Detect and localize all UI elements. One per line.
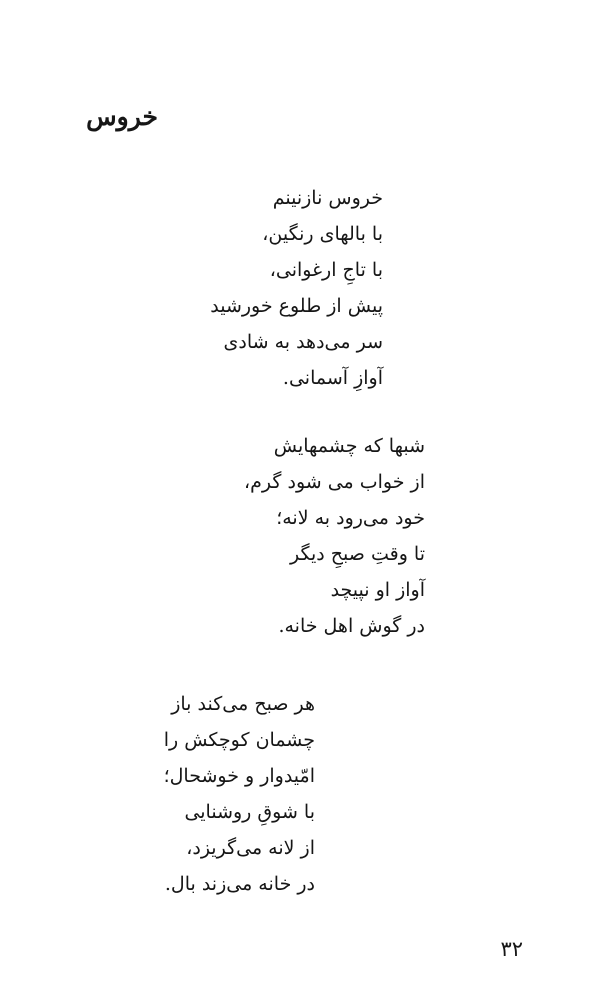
poem-line: خود می‌رود به لانه؛ (276, 507, 425, 529)
poem-line: سر می‌دهد به شادی (223, 331, 383, 353)
stanza-2 (244, 428, 425, 644)
stanza-3 (164, 686, 315, 902)
poem-line: آوازِ آسمانی. (282, 367, 383, 389)
poem-line: پیش از طلوع خورشید (210, 295, 383, 317)
poem-line: از لانه می‌گریزد، (186, 837, 315, 859)
stanza-1 (210, 180, 383, 396)
poem-line: در گوش اهل خانه. (278, 615, 425, 637)
poem-line: با تاجِ ارغوانی، (269, 259, 383, 281)
poem-line: هر صبح می‌کند باز (171, 693, 315, 715)
poem-line: با شوقِ روشنایی (184, 801, 315, 823)
poem-title: خروس (86, 101, 158, 131)
poem-line: چشمان کوچکش را (163, 729, 315, 751)
poem-line: امّیدوار و خوشحال؛ (163, 765, 315, 787)
poem-line: خروس نازنینم (272, 187, 383, 209)
poem-line: تا وقتِ صبحِ دیگر (290, 543, 425, 565)
poem-line: در خانه می‌زند بال. (164, 873, 315, 895)
poem-line: با بالهای رنگین، (262, 223, 383, 245)
page-number: ۳۲ (500, 937, 523, 961)
poem-line: از خواب می شود گرم، (244, 471, 425, 493)
poem-line: آواز او نپیچد (330, 579, 425, 601)
poem-line: شبها که چشمهایش (273, 435, 425, 457)
